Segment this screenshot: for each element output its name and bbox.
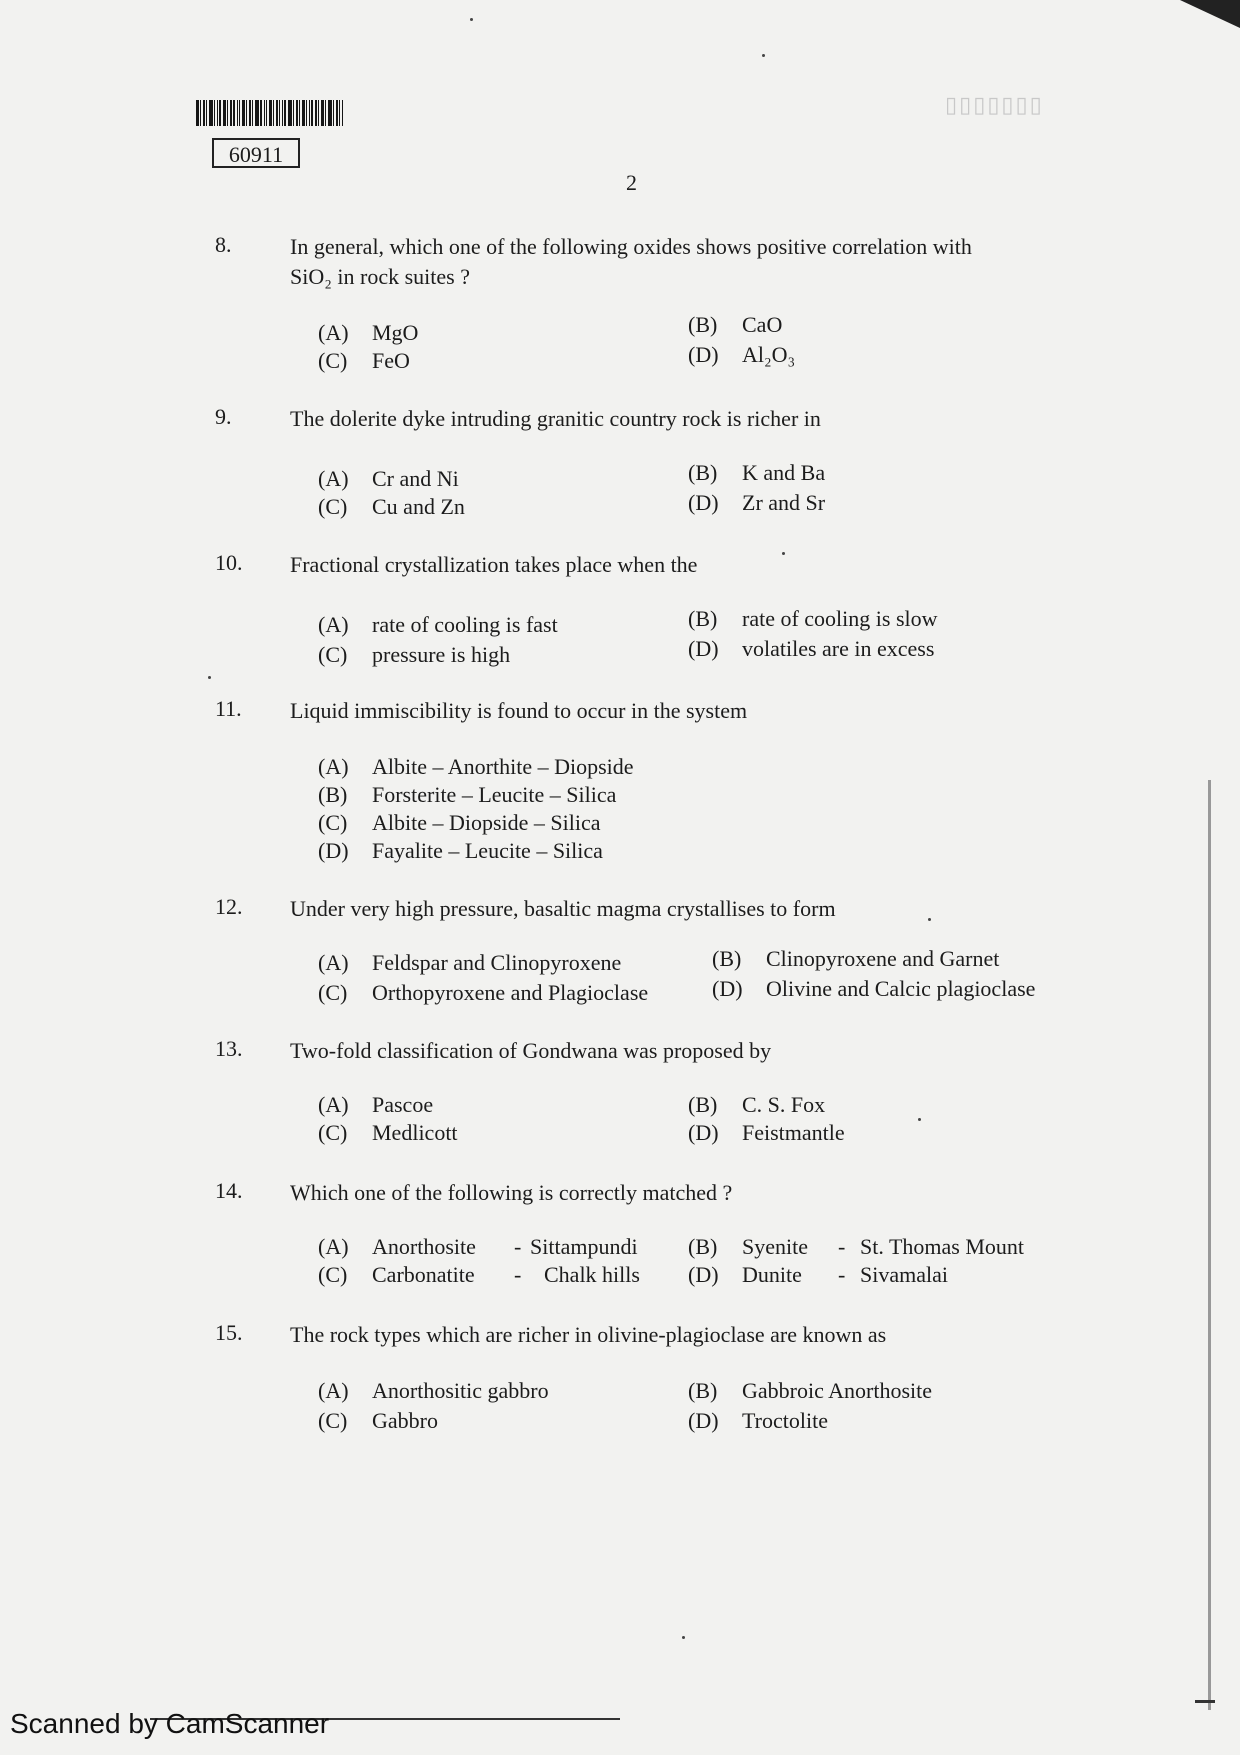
option-text: rate of cooling is slow — [742, 606, 938, 631]
option-a[interactable] — [318, 950, 621, 976]
question-line: The dolerite dyke intruding granitic country rock is richer in — [290, 406, 821, 431]
question-line: In general, which one of the following oxides shows positive correlation with — [290, 234, 972, 259]
option-label: (C) — [318, 810, 348, 835]
option-text: volatiles are in excess — [742, 636, 935, 661]
option-text: pressure is high — [372, 642, 511, 667]
barcode-bar — [333, 100, 334, 126]
option-separator: - — [838, 1234, 846, 1259]
option-label: (B) — [712, 946, 742, 971]
option-d[interactable] — [318, 838, 603, 864]
question-number: 9. — [215, 404, 232, 429]
option-label: (D) — [688, 636, 719, 661]
scanner-watermark: Scanned by CamScanner — [10, 1708, 330, 1739]
barcode-bar — [318, 100, 319, 126]
option-b[interactable] — [688, 1092, 825, 1118]
option-label: (D) — [688, 1120, 719, 1145]
option-label: (B) — [688, 460, 718, 485]
barcode-bar — [237, 100, 238, 126]
barcode-bar — [311, 100, 313, 126]
scan-speck — [762, 54, 765, 57]
option-label: (A) — [318, 1092, 349, 1117]
option-c[interactable] — [318, 1120, 458, 1146]
option-label: (D) — [688, 342, 719, 367]
barcode-bar — [200, 100, 201, 126]
question-text — [290, 1320, 1080, 1350]
barcode-bar — [239, 100, 240, 126]
option-text: Pascoe — [372, 1092, 434, 1117]
option-text: Anorthositic gabbro — [372, 1378, 549, 1403]
question-text — [290, 550, 1080, 580]
option-label: (C) — [318, 1120, 348, 1145]
option-text: Fayalite – Leucite – Silica — [372, 838, 603, 863]
option-place: St. Thomas Mount — [860, 1234, 1025, 1259]
option-label: (B) — [688, 312, 718, 337]
question-number: 8. — [215, 232, 232, 257]
option-place: Sivamalai — [860, 1262, 948, 1287]
question-line: Which one of the following is correctly matched ? — [290, 1180, 733, 1205]
option-text: Feldspar and Clinopyroxene — [372, 950, 622, 975]
option-label: (C) — [318, 642, 348, 667]
barcode-bar — [264, 100, 265, 126]
option-b[interactable] — [688, 1234, 1024, 1260]
option-d[interactable] — [688, 1120, 845, 1146]
barcode-bar — [288, 100, 292, 126]
barcode-bar — [242, 100, 245, 126]
question-line: The rock types which are richer in olivine-plagioclase are known as — [290, 1322, 887, 1347]
faded-stamp: ▯▯▯▯▯▯▯ — [945, 92, 1044, 117]
option-text: Feistmantle — [742, 1120, 845, 1145]
scan-speck — [682, 1636, 685, 1639]
barcode-bar — [266, 100, 267, 126]
option-place: Sittampundi — [530, 1234, 638, 1259]
option-text: K and Ba — [742, 460, 826, 485]
barcode-bar — [246, 100, 247, 126]
question-number: 11. — [215, 696, 242, 721]
barcode-bar — [325, 100, 326, 126]
barcode-bar — [282, 100, 283, 126]
option-text: Cu and Zn — [372, 494, 465, 519]
option-rock: Syenite — [742, 1234, 808, 1259]
option-label: (D) — [712, 976, 743, 1001]
scan-edge-tick — [1195, 1700, 1215, 1703]
option-text: Gabbro — [372, 1408, 438, 1433]
scan-speck — [928, 918, 931, 921]
question-text — [290, 1178, 1080, 1208]
barcode-bar — [339, 100, 340, 126]
option-a[interactable] — [318, 466, 459, 492]
option-label: (A) — [318, 1234, 349, 1259]
option-b[interactable] — [688, 1378, 932, 1404]
question-line: Under very high pressure, basaltic magma crystallises to form — [290, 896, 836, 921]
option-c[interactable] — [318, 980, 648, 1006]
option-separator: - — [514, 1262, 522, 1287]
scan-speck — [918, 1118, 921, 1121]
question-text — [290, 232, 1080, 292]
barcode-bar — [269, 100, 272, 126]
scan-speck — [782, 552, 785, 555]
barcode-bar — [336, 100, 338, 126]
barcode-bar — [230, 100, 232, 126]
scan-speck — [208, 676, 211, 679]
option-label: (A) — [318, 466, 349, 491]
option-text: C. S. Fox — [742, 1092, 826, 1117]
barcode-bar — [260, 100, 262, 126]
option-d[interactable] — [688, 1262, 948, 1288]
question-text — [290, 404, 1080, 434]
option-label: (C) — [318, 1262, 348, 1287]
barcode-bar — [217, 100, 218, 126]
barcode-bar — [296, 100, 298, 126]
option-c[interactable] — [318, 1262, 640, 1288]
option-label: (D) — [688, 1262, 719, 1287]
option-label: (C) — [318, 494, 348, 519]
question-text — [290, 696, 1080, 726]
option-separator: - — [514, 1234, 522, 1259]
option-label: (B) — [688, 1378, 718, 1403]
option-c[interactable] — [318, 642, 510, 668]
option-label: (A) — [318, 754, 349, 779]
barcode-bar — [214, 100, 215, 126]
question-number: 13. — [215, 1036, 243, 1061]
option-label: (C) — [318, 348, 348, 373]
barcode-bar — [273, 100, 274, 126]
barcode-bar — [255, 100, 259, 126]
option-text: Albite – Anorthite – Diopside — [372, 754, 634, 779]
question-text — [290, 1036, 1080, 1066]
option-label: (B) — [318, 782, 348, 807]
option-text: Forsterite – Leucite – Silica — [372, 782, 617, 807]
barcode-bar — [302, 100, 305, 126]
option-text: Zr and Sr — [742, 490, 826, 515]
option-b[interactable] — [688, 312, 782, 338]
barcode-bar — [233, 100, 235, 126]
option-label: (C) — [318, 1408, 348, 1433]
scan-edge-line — [1208, 780, 1211, 1710]
option-d[interactable] — [688, 490, 825, 516]
question-number: 12. — [215, 894, 243, 919]
option-text: Albite – Diopside – Silica — [372, 810, 601, 835]
option-text: Olivine and Calcic plagioclase — [766, 976, 1036, 1001]
question-text — [290, 894, 1080, 924]
option-label: (B) — [688, 1234, 718, 1259]
barcode-bar — [342, 100, 343, 126]
option-separator: - — [838, 1262, 846, 1287]
barcode-bar — [284, 100, 286, 126]
question-line: Fractional crystallization takes place when the — [290, 552, 698, 577]
option-c[interactable] — [318, 348, 410, 374]
option-c[interactable] — [318, 1408, 438, 1434]
option-label: (D) — [688, 490, 719, 515]
barcode-bar — [223, 100, 226, 126]
barcode-bar — [299, 100, 300, 126]
barcode-bar — [293, 100, 294, 126]
option-b[interactable] — [688, 606, 938, 632]
scan-speck — [470, 18, 473, 21]
option-a[interactable] — [318, 1234, 638, 1260]
option-c[interactable] — [318, 810, 601, 836]
page-corner-fold — [1180, 0, 1240, 28]
option-text: FeO — [372, 348, 410, 373]
option-label: (B) — [688, 606, 718, 631]
option-rock: Dunite — [742, 1262, 802, 1287]
option-text: MgO — [372, 320, 419, 345]
option-text: Al₂O₃ — [742, 342, 796, 367]
option-text: Medlicott — [372, 1120, 458, 1145]
option-label: (C) — [318, 980, 348, 1005]
barcode-bar — [321, 100, 324, 126]
option-c[interactable] — [318, 494, 465, 520]
option-d[interactable] — [688, 1408, 828, 1434]
option-label: (A) — [318, 950, 349, 975]
option-label: (D) — [688, 1408, 719, 1433]
option-text: rate of cooling is fast — [372, 612, 558, 637]
option-label: (A) — [318, 612, 349, 637]
question-line: Liquid immiscibility is found to occur in the system — [290, 698, 748, 723]
option-b[interactable] — [712, 946, 999, 972]
option-text: Troctolite — [742, 1408, 828, 1433]
option-label: (B) — [688, 1092, 718, 1117]
barcode-bar — [276, 100, 278, 126]
option-text: Clinopyroxene and Garnet — [766, 946, 1000, 971]
paper-code: 60911 — [212, 138, 300, 168]
option-a[interactable] — [318, 1092, 433, 1118]
option-a[interactable] — [318, 754, 634, 780]
barcode-bar — [279, 100, 280, 126]
barcode-bar — [306, 100, 307, 126]
option-a[interactable] — [318, 612, 558, 638]
barcode-bar — [219, 100, 221, 126]
option-label: (A) — [318, 320, 349, 345]
question-number: 15. — [215, 1320, 243, 1345]
option-a[interactable] — [318, 320, 418, 346]
barcode-bar — [196, 100, 199, 126]
option-b[interactable] — [318, 782, 616, 808]
barcode-bar — [328, 100, 332, 126]
option-rock: Carbonatite — [372, 1262, 475, 1287]
question-number: 14. — [215, 1178, 243, 1203]
barcode-bar — [252, 100, 253, 126]
barcode-bar — [209, 100, 213, 126]
question-line: Two-fold classification of Gondwana was proposed by — [290, 1038, 772, 1063]
option-label: (A) — [318, 1378, 349, 1403]
barcode-bar — [315, 100, 317, 126]
barcode-bar — [227, 100, 228, 126]
question-number: 10. — [215, 550, 243, 575]
option-text: CaO — [742, 312, 783, 337]
option-rock: Anorthosite — [372, 1234, 476, 1259]
option-text: Gabbroic Anorthosite — [742, 1378, 933, 1403]
barcode-bar — [203, 100, 205, 126]
option-d[interactable] — [688, 636, 934, 662]
option-text: Cr and Ni — [372, 466, 459, 491]
option-d[interactable] — [688, 342, 795, 368]
page-number: 2 — [626, 170, 637, 195]
barcode — [196, 100, 358, 126]
option-d[interactable] — [712, 976, 1035, 1002]
option-a[interactable] — [318, 1378, 549, 1404]
option-b[interactable] — [688, 460, 825, 486]
barcode-bar — [249, 100, 251, 126]
option-label: (D) — [318, 838, 349, 863]
barcode-bar — [206, 100, 207, 126]
barcode-bar — [309, 100, 310, 126]
question-line: SiO₂ in rock suites ? — [290, 264, 470, 289]
option-text: Orthopyroxene and Plagioclase — [372, 980, 649, 1005]
option-place: Chalk hills — [544, 1262, 640, 1287]
